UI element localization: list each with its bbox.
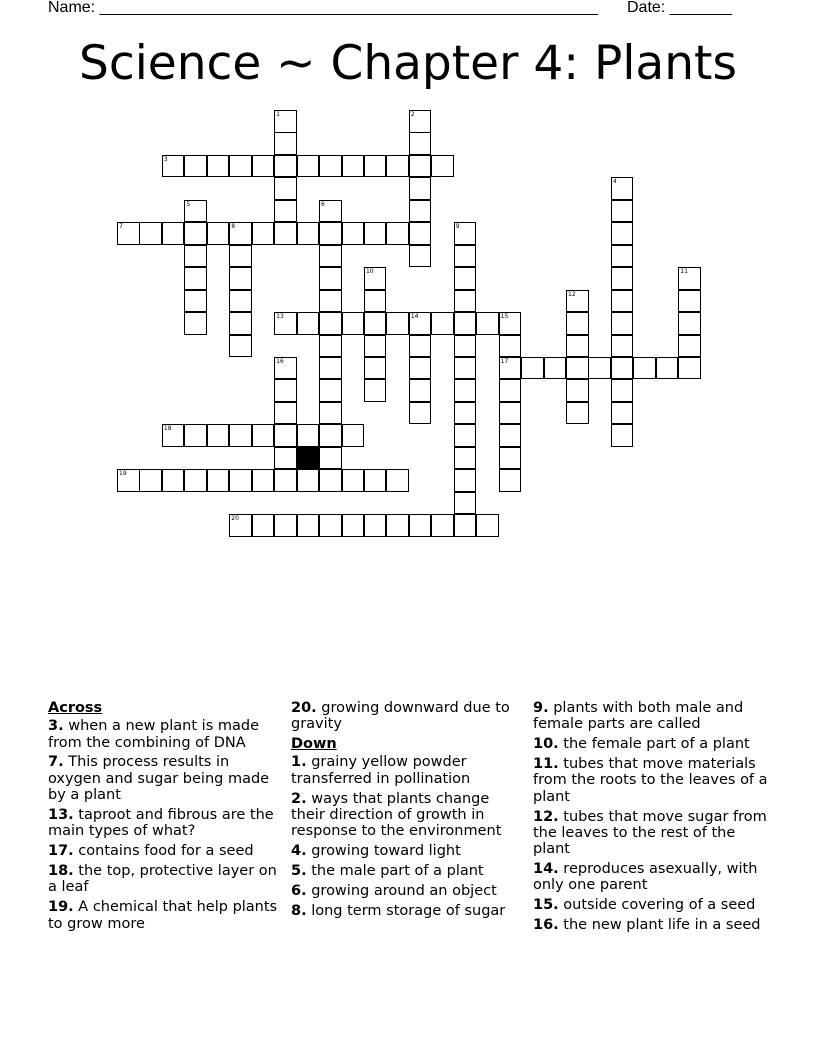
clues-column-2 [291,700,523,923]
grid-cell[interactable] [184,267,207,290]
grid-cell[interactable] [297,424,320,447]
clue-item-text: long term storage of sugar [306,902,506,919]
grid-cell[interactable] [431,312,454,335]
grid-cell[interactable] [476,514,499,537]
grid-cell[interactable] [386,469,409,492]
grid-cell[interactable] [611,177,634,200]
grid-cell[interactable] [229,424,252,447]
grid-cell[interactable] [319,200,342,223]
grid-cell[interactable] [229,290,252,313]
clue-item-number: 7. [48,754,64,771]
grid-cell[interactable] [386,155,409,178]
clue-item-number: 17. [48,843,74,860]
grid-cell[interactable] [611,290,634,313]
clue-item-number: 1. [291,754,307,771]
clues-column-1 [48,700,278,935]
grid-cell[interactable] [274,469,297,492]
grid-cell[interactable] [117,222,140,245]
clue-item-number: 6. [291,882,307,899]
grid-cell[interactable] [274,155,297,178]
page-title: Science ~ Chapter 4: Plants [79,36,737,91]
grid-cell[interactable] [319,267,342,290]
grid-cell[interactable] [364,312,387,335]
clue-number: 14 [410,313,419,321]
grid-cell[interactable] [409,132,432,155]
grid-cell[interactable] [297,469,320,492]
grid-cell[interactable] [274,357,297,380]
grid-cell[interactable] [184,424,207,447]
grid-cell[interactable] [297,312,320,335]
clue-item-text: the new plant life in a seed [558,917,761,934]
grid-cell[interactable] [476,312,499,335]
clue-item-text: contains food for a seed [73,843,254,860]
grid-cell[interactable] [252,155,275,178]
grid-cell[interactable] [566,357,589,380]
clue-item-text: growing downward due to gravity [291,700,510,733]
grid-cell[interactable] [162,222,185,245]
grid-cell[interactable] [319,514,342,537]
grid-cell[interactable] [633,357,656,380]
clue-item-text: growing toward light [306,843,461,860]
grid-cell[interactable] [229,222,252,245]
grid-cell[interactable] [386,312,409,335]
clue-item [48,843,278,859]
grid-cell[interactable] [229,245,252,268]
clue-item [533,861,773,894]
clue-item-text: when a new plant is made from the combining of DNA [48,718,259,751]
grid-cell[interactable] [274,132,297,155]
grid-cell[interactable] [319,357,342,380]
grid-cell[interactable] [319,402,342,425]
grid-cell[interactable] [409,222,432,245]
grid-cell[interactable] [364,155,387,178]
clue-item [533,897,773,913]
grid-cell[interactable] [274,222,297,245]
clue-item-text: taproot and fibrous are the main types of what? [48,806,274,840]
grid-cell[interactable] [319,155,342,178]
grid-cell[interactable] [274,312,297,335]
across-heading: Across [48,700,103,716]
clue-item-number: 14. [533,861,559,878]
clue-item-text: growing around an object [306,882,497,899]
grid-cell[interactable] [184,312,207,335]
clue-item-number: 15. [533,897,559,914]
grid-cell[interactable] [274,424,297,447]
clue-item [48,863,278,896]
grid-cell[interactable] [364,222,387,245]
clue-number: 4 [612,178,617,186]
grid-cell[interactable] [611,267,634,290]
clue-item-text: the female part of a plant [558,736,750,753]
clue-item [48,899,278,932]
clue-item-number: 9. [533,700,549,716]
grid-cell[interactable] [521,357,544,380]
clue-number: 20 [231,515,239,523]
clues-column-3 [533,700,773,937]
clue-item [291,791,523,840]
clue-item [291,903,523,919]
grid-cell[interactable] [364,290,387,313]
grid-cell[interactable] [319,312,342,335]
clue-number: 17 [500,357,509,365]
grid-cell[interactable] [409,402,432,425]
grid-cell[interactable] [364,379,387,402]
clue-item-text: grainy yellow powder transferred in pollination [291,754,471,787]
clue-item-number: 5. [291,863,307,880]
grid-cell[interactable] [409,335,432,358]
grid-cell[interactable] [656,357,679,380]
clue-number: 5 [186,200,191,208]
grid-cell[interactable] [342,222,365,245]
grid-cell[interactable] [274,514,297,537]
grid-cell[interactable] [678,290,701,313]
clue-item-number: 16. [533,917,559,934]
clue-item-number: 12. [533,808,559,825]
grid-cell[interactable] [454,312,477,335]
name-field[interactable]: Name: ________________________________________________________ [48,0,598,16]
grid-cell[interactable] [162,424,185,447]
grid-cell[interactable] [139,469,162,492]
grid-cell[interactable] [342,312,365,335]
grid-cell[interactable] [454,492,477,515]
grid-cell[interactable] [207,469,230,492]
grid-cell[interactable] [611,200,634,223]
clue-number: 1 [276,111,280,118]
grid-cell[interactable] [454,424,477,447]
grid-cell[interactable] [319,424,342,447]
clue-item-text: tubes that move sugar from the leaves to the rest of the plant [533,808,767,858]
grid-cell[interactable] [184,200,207,223]
grid-cell[interactable] [139,222,162,245]
grid-cell[interactable] [566,335,589,358]
clue-item-text: reproduces asexually, with only one parent [533,861,758,894]
grid-cell[interactable] [386,514,409,537]
grid-cell[interactable] [409,200,432,223]
grid-cell[interactable] [319,245,342,268]
clue-number: 9 [455,223,460,231]
grid-cell[interactable] [409,177,432,200]
grid-cell[interactable] [274,110,297,133]
grid-cell[interactable] [566,312,589,335]
grid-cell[interactable] [342,469,365,492]
grid-cell[interactable] [678,312,701,335]
clue-item-text: tubes that move materials from the roots to the leaves of a plant [533,756,768,805]
grid-cell[interactable] [207,424,230,447]
grid-cell[interactable] [274,447,297,470]
grid-cell[interactable] [252,424,275,447]
grid-cell[interactable] [454,379,477,402]
grid-cell[interactable] [499,379,522,402]
clue-item-text: the male part of a plant [306,863,484,880]
clue-item-number: 13. [48,806,74,823]
grid-cell[interactable] [454,335,477,358]
grid-cell[interactable] [499,312,522,335]
grid-cell[interactable] [229,312,252,335]
clue-number: 2 [410,111,415,118]
grid-cell[interactable] [611,379,634,402]
clue-item-text: plants with both male and female parts are called [533,700,744,733]
grid-cell[interactable] [678,267,701,290]
grid-cell[interactable] [544,357,567,380]
grid-cell[interactable] [611,245,634,268]
grid-cell[interactable] [229,469,252,492]
clue-item [291,863,523,879]
grid-cell[interactable] [454,447,477,470]
clue-number: 7 [119,223,123,231]
clue-item [533,736,773,752]
grid-cell[interactable] [499,402,522,425]
grid-cell[interactable] [184,245,207,268]
grid-cell[interactable] [566,402,589,425]
grid-cell[interactable] [499,357,522,380]
grid-cell[interactable] [431,155,454,178]
date-field[interactable]: Date: _______ [627,0,732,16]
clue-item [48,754,278,803]
grid-cell[interactable] [274,200,297,223]
clue-item [291,883,523,899]
grid-cell[interactable] [611,357,634,380]
clue-item [533,809,773,858]
clue-item-number: 10. [533,736,559,753]
grid-cell[interactable] [184,290,207,313]
grid-cell[interactable] [454,222,477,245]
clue-number: 13 [276,313,284,321]
grid-cell[interactable] [229,155,252,178]
clue-item-number: 20. [291,700,317,716]
grid-cell[interactable] [162,469,185,492]
clue-number: 8 [231,223,236,231]
grid-cell[interactable] [409,312,432,335]
clue-item-number: 11. [533,756,559,773]
grid-cell[interactable] [207,155,230,178]
clue-item-number: 19. [48,899,74,916]
grid-cell[interactable] [454,267,477,290]
grid-cell[interactable] [319,335,342,358]
grid-cell[interactable] [297,514,320,537]
down-heading: Down [291,736,337,753]
grid-cell[interactable] [184,469,207,492]
grid-cell[interactable] [162,155,185,178]
grid-cell[interactable] [252,222,275,245]
grid-cell[interactable] [678,357,701,380]
grid-cell[interactable] [409,155,432,178]
grid-cell[interactable] [454,245,477,268]
grid-cell[interactable] [386,222,409,245]
clue-item [533,756,773,805]
clue-item-number: 4. [291,843,307,860]
grid-cell[interactable] [342,155,365,178]
grid-cell[interactable] [319,290,342,313]
grid-cell[interactable] [274,379,297,402]
grid-cell[interactable] [319,447,342,470]
grid-cell[interactable] [431,514,454,537]
clue-item-number: 3. [48,718,64,735]
grid-cell[interactable] [364,469,387,492]
grid-cell[interactable] [409,514,432,537]
grid-cell[interactable] [454,290,477,313]
clue-item-text: outside covering of a seed [558,897,756,914]
clue-item-text: A chemical that help plants to grow more [48,899,278,932]
grid-cell[interactable] [499,469,522,492]
grid-cell[interactable] [499,335,522,358]
grid-cell[interactable] [274,177,297,200]
grid-cell[interactable] [611,222,634,245]
grid-cell[interactable] [566,379,589,402]
grid-cell[interactable] [678,335,701,358]
black-square [297,447,320,470]
grid-cell[interactable] [342,514,365,537]
clue-number: 18 [163,425,172,433]
clue-item-text: the top, protective layer on a leaf [48,863,277,896]
grid-cell[interactable] [364,267,387,290]
grid-cell[interactable] [364,514,387,537]
clue-number: 11 [680,268,688,276]
grid-cell[interactable] [454,357,477,380]
grid-cell[interactable] [499,424,522,447]
grid-cell[interactable] [184,222,207,245]
clue-item [291,700,523,733]
grid-cell[interactable] [364,335,387,358]
grid-cell[interactable] [611,312,634,335]
grid-cell[interactable] [454,402,477,425]
clue-item [48,718,278,751]
grid-cell[interactable] [409,379,432,402]
grid-cell[interactable] [611,424,634,447]
clue-number: 12 [568,290,576,298]
grid-cell[interactable] [409,110,432,133]
clue-item [291,754,523,787]
grid-cell[interactable] [274,402,297,425]
grid-cell[interactable] [297,222,320,245]
grid-cell[interactable] [297,155,320,178]
grid-cell[interactable] [252,469,275,492]
grid-cell[interactable] [364,357,387,380]
grid-cell[interactable] [499,447,522,470]
grid-cell[interactable] [409,357,432,380]
grid-cell[interactable] [588,357,611,380]
grid-cell[interactable] [184,155,207,178]
grid-cell[interactable] [611,335,634,358]
clue-item-text: ways that plants change their direction of growth in response to the environment [291,790,502,840]
clue-item-number: 2. [291,790,307,807]
clue-item-number: 18. [48,863,74,880]
clue-item [533,917,773,933]
grid-cell[interactable] [319,469,342,492]
grid-cell[interactable] [252,514,275,537]
clue-number: 19 [119,470,127,478]
clue-number: 15 [500,313,509,321]
clue-item-text: This process results in oxygen and sugar being made by a plant [48,754,270,804]
grid-cell[interactable] [229,335,252,358]
grid-cell[interactable] [319,379,342,402]
grid-cell[interactable] [566,290,589,313]
clue-number: 16 [276,357,284,365]
clue-item [48,807,278,840]
clue-number: 10 [365,268,374,276]
grid-cell[interactable] [117,469,140,492]
clue-number: 3 [163,155,168,163]
grid-cell[interactable] [229,514,252,537]
clue-number: 6 [321,200,325,208]
grid-cell[interactable] [409,245,432,268]
grid-cell[interactable] [229,267,252,290]
grid-cell[interactable] [319,222,342,245]
grid-cell[interactable] [454,514,477,537]
grid-cell[interactable] [342,424,365,447]
grid-cell[interactable] [611,402,634,425]
grid-cell[interactable] [454,469,477,492]
clue-item [533,700,773,733]
clue-item-number: 8. [291,902,307,919]
grid-cell[interactable] [207,222,230,245]
clue-item [291,843,523,859]
